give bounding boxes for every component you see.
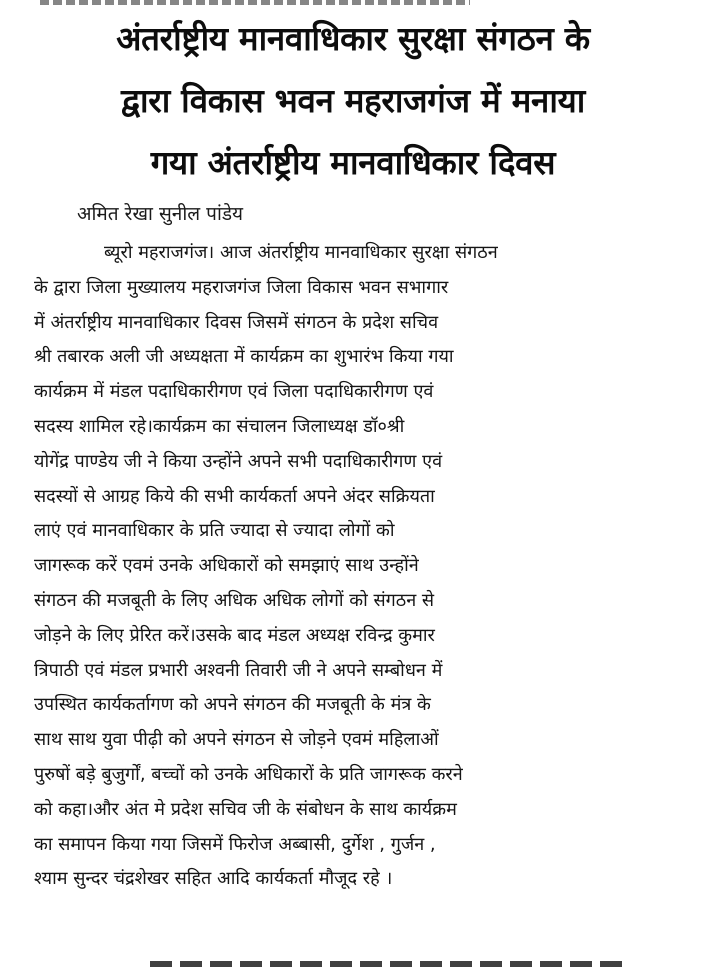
cropped-next-article-edge xyxy=(150,961,630,967)
body-line: योगेंद्र पाण्डेय जी ने किया उन्होंने अपने सभी पदाधिकारीगण एवं xyxy=(34,450,443,472)
body-line: श्री तबारक अली जी अध्यक्षता में कार्यक्रम का शुभारंभ किया गया xyxy=(34,346,454,368)
body-line: संगठन की मजबूती के लिए अधिक अधिक लोगों को संगठन से xyxy=(34,589,435,611)
body-line: सदस्य शामिल रहे।कार्यक्रम का संचालन जिलाध्यक्ष डॉ०श्री xyxy=(34,415,405,437)
body-line: का समापन किया गया जिसमें फिरोज अब्बासी, दुर्गेश , गुर्जन , xyxy=(34,833,436,855)
body-line: जागरूक करें एवमं उनके अधिकारों को समझाएं साथ उन्होंने xyxy=(34,555,419,577)
cropped-previous-article-edge xyxy=(40,0,470,5)
body-line: जोड़ने के लिए प्रेरित करें।उसके बाद मंडल अध्यक्ष रविन्द्र कुमार xyxy=(34,624,435,646)
body-line: पुरुषों बड़े बुजुर्गों, बच्चों को उनके अधिकारों के प्रति जागरूक करने xyxy=(34,763,463,785)
body-line: लाएं एवं मानवाधिकार के प्रति ज्यादा से ज्यादा लोगों को xyxy=(34,520,395,542)
body-line: को कहा।और अंत मे प्रदेश सचिव जी के संबोधन के साथ कार्यक्रम xyxy=(34,798,457,820)
body-line: के द्वारा जिला मुख्यालय महराजगंज जिला विकास भवन सभागार xyxy=(34,276,449,298)
article-body xyxy=(34,236,696,897)
headline-line: द्वारा विकास भवन महराजगंज में मनाया xyxy=(121,81,585,120)
body-line: त्रिपाठी एवं मंडल प्रभारी अश्वनी तिवारी जी ने अपने सम्बोधन में xyxy=(34,659,443,681)
body-line: ब्यूरो महराजगंज। आज अंतर्राष्ट्रीय मानवाधिकार सुरक्षा संगठन xyxy=(104,242,498,263)
body-line: में अंतर्राष्ट्रीय मानवाधिकार दिवस जिसमें संगठन के प्रदेश सचिव xyxy=(34,311,439,333)
body-line: सदस्यों से आग्रह किये की सभी कार्यकर्ता अपने अंदर सक्रियता xyxy=(34,485,435,507)
body-line: उपस्थित कार्यकर्तागण को अपने संगठन की मजबूती के मंत्र के xyxy=(34,694,431,716)
headline-line: गया अंतर्राष्ट्रीय मानवाधिकार दिवस xyxy=(150,143,556,182)
author-byline: अमित रेखा सुनील पांडेय xyxy=(77,203,244,225)
headline-line: अंतर्राष्ट्रीय मानवाधिकार सुरक्षा संगठन के xyxy=(116,19,590,58)
article-headline xyxy=(10,8,696,194)
body-line: साथ साथ युवा पीढ़ी को अपने संगठन से जोड़ने एवमं महिलाओं xyxy=(34,729,439,751)
body-line: श्याम सुन्दर चंद्रशेखर सहित आदि कार्यकर्ता मौजूद रहे । xyxy=(34,868,393,890)
body-line: कार्यक्रम में मंडल पदाधिकारीगण एवं जिला पदाधिकारीगण एवं xyxy=(34,381,434,403)
